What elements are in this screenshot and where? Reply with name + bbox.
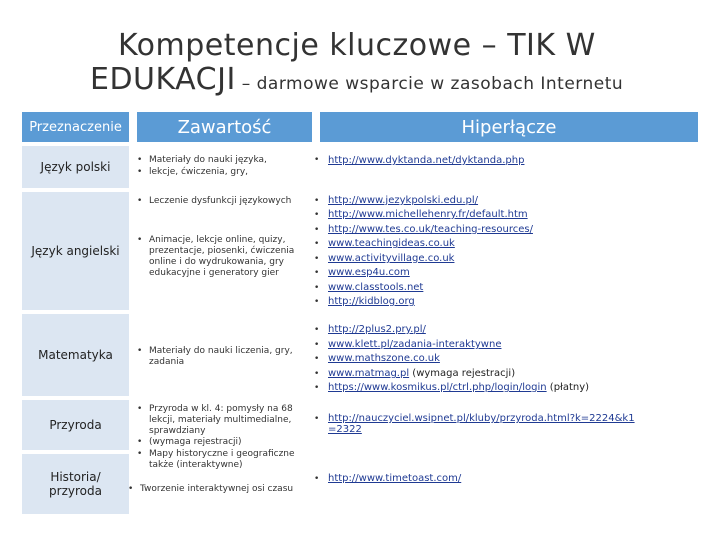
link-tes[interactable]: http://www.tes.co.uk/teaching-resources/ bbox=[328, 224, 533, 235]
link-wsipnet[interactable]: http://nauczyciel.wsipnet.pl/kluby/przyroda.html?k=2224&k1 bbox=[328, 413, 635, 424]
link-dyktanda[interactable]: http://www.dyktanda.net/dyktanda.php bbox=[328, 155, 525, 166]
bullet: • bbox=[137, 346, 143, 356]
link-matmag[interactable]: www.matmag.pl bbox=[328, 368, 410, 379]
content-angielski-1: Leczenie dysfunkcji językowych bbox=[149, 196, 292, 206]
bullet: • bbox=[314, 254, 320, 264]
bullet: • bbox=[137, 235, 143, 245]
page-title-line2 bbox=[90, 62, 623, 97]
content-angielski-2: Animacje, lekcje online, quizy, prezentacje, piosenki, ćwiczenia online i do wydrukowania, gry edukacyjne i generatory gier bbox=[149, 235, 295, 278]
link-wsipnet-cont[interactable]: =2322 bbox=[328, 424, 362, 435]
link-kidblog[interactable]: http://kidblog.org bbox=[328, 296, 415, 307]
content-przyroda-1: Przyroda w kl. 4: pomysły na 68 lekcji, materiały multimedialne, sprawdziany bbox=[149, 404, 293, 436]
link-jezykpolski[interactable]: http://www.jezykpolski.edu.pl/ bbox=[328, 195, 479, 206]
bullet: • bbox=[137, 437, 143, 447]
content-historia-2: Tworzenie interaktywnej osi czasu bbox=[140, 484, 294, 494]
link-kosmikus-line bbox=[328, 381, 589, 396]
bullet: • bbox=[314, 474, 320, 484]
header-hiperlacze: Hiperłącze bbox=[320, 112, 698, 142]
bullet: • bbox=[314, 155, 320, 165]
category-matematyka: Matematyka bbox=[22, 314, 129, 396]
bullet: • bbox=[314, 297, 320, 307]
bullet: • bbox=[314, 414, 320, 424]
content-polski-2: lekcje, ćwiczenia, gry, bbox=[149, 167, 249, 177]
content-historia-1: Mapy historyczne i geograficzne także (interaktywne) bbox=[149, 449, 295, 470]
category-jezyk-polski: Język polski bbox=[22, 146, 129, 188]
link-mathszone[interactable]: www.mathszone.co.uk bbox=[328, 353, 440, 364]
bullet: • bbox=[137, 196, 143, 206]
link-timetoast[interactable]: http://www.timetoast.com/ bbox=[328, 473, 462, 484]
bullet: • bbox=[314, 340, 320, 350]
link-esp4u[interactable]: www.esp4u.com bbox=[328, 267, 410, 278]
content-matematyka: Materiały do nauki liczenia, gry, zadania bbox=[149, 346, 293, 367]
bullet: • bbox=[137, 167, 143, 177]
header-przeznaczenie: Przeznaczenie bbox=[22, 112, 129, 142]
category-historia-label: Historia/ przyroda bbox=[49, 470, 102, 498]
category-przyroda: Przyroda bbox=[22, 400, 129, 450]
page-title-edukacji: EDUKACJI bbox=[90, 62, 236, 97]
bullet: • bbox=[314, 383, 320, 393]
bullet: • bbox=[314, 283, 320, 293]
bullet: • bbox=[314, 354, 320, 364]
page-subtitle: – darmowe wsparcie w zasobach Internetu bbox=[235, 74, 624, 94]
bullet: • bbox=[314, 369, 320, 379]
bullet: • bbox=[314, 325, 320, 335]
category-jezyk-angielski: Język angielski bbox=[22, 192, 129, 310]
content-przyroda-2: (wymaga rejestracji) bbox=[149, 437, 242, 447]
matmag-note: (wymaga rejestracji) bbox=[409, 368, 516, 379]
page-title-line1: Kompetencje kluczowe – TIK W bbox=[118, 28, 596, 63]
content-polski-1: Materiały do nauki języka, bbox=[149, 155, 267, 165]
bullet: • bbox=[128, 484, 134, 494]
link-klett[interactable]: www.klett.pl/zadania-interaktywne bbox=[328, 339, 502, 350]
link-classtools[interactable]: www.classtools.net bbox=[328, 282, 424, 293]
link-michellehenry[interactable]: http://www.michellehenry.fr/default.htm bbox=[328, 209, 528, 220]
bullet: • bbox=[137, 404, 143, 414]
link-teachingideas[interactable]: www.teachingideas.co.uk bbox=[328, 238, 455, 249]
link-kosmikus[interactable]: https://www.kosmikus.pl/ctrl.php/login/login bbox=[328, 382, 547, 393]
header-zawartosc: Zawartość bbox=[137, 112, 312, 142]
bullet: • bbox=[137, 449, 143, 459]
bullet: • bbox=[314, 268, 320, 278]
bullet: • bbox=[137, 155, 143, 165]
kosmikus-note: (płatny) bbox=[546, 382, 590, 393]
bullet: • bbox=[314, 210, 320, 220]
link-2plus2[interactable]: http://2plus2.pry.pl/ bbox=[328, 324, 426, 335]
category-historia-przyroda bbox=[22, 454, 129, 514]
bullet: • bbox=[314, 196, 320, 206]
link-matmag-line bbox=[328, 367, 515, 382]
link-activityvillage[interactable]: www.activityvillage.co.uk bbox=[328, 253, 455, 264]
bullet: • bbox=[314, 225, 320, 235]
bullet: • bbox=[314, 239, 320, 249]
